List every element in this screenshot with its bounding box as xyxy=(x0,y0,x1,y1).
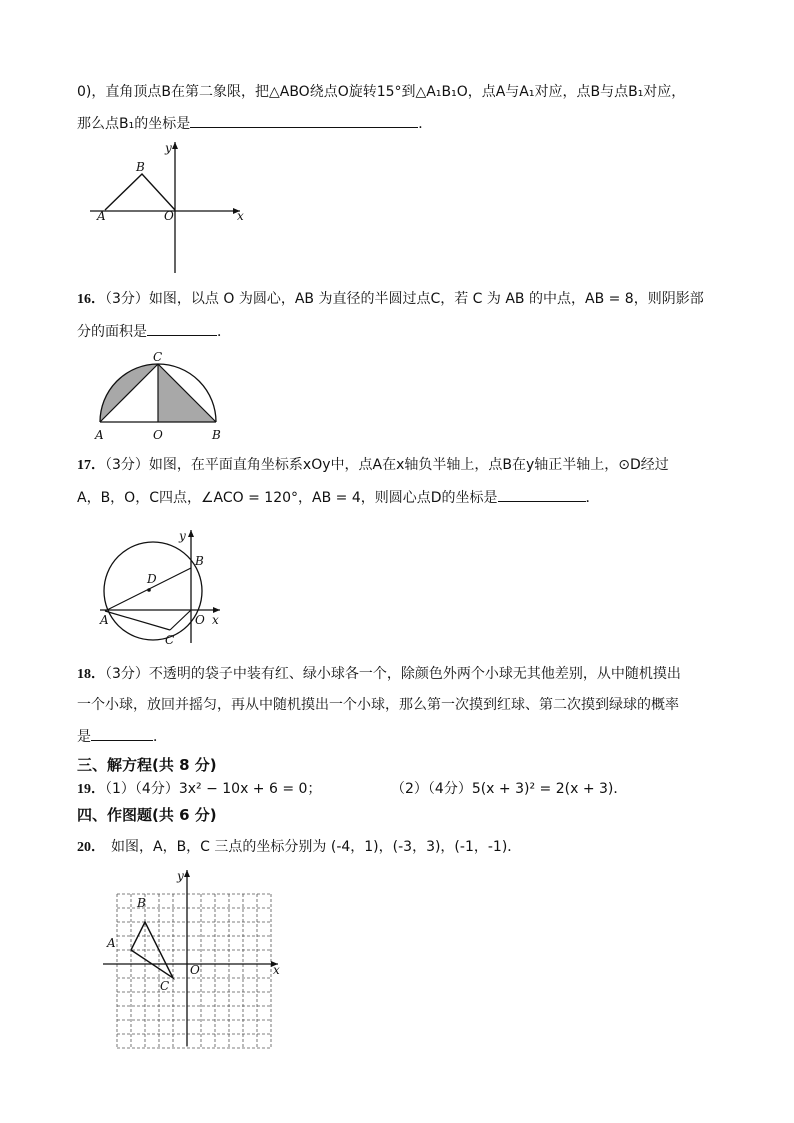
q16-answer-blank xyxy=(147,321,217,336)
q16-text-line2 xyxy=(77,321,231,342)
q20-line1-text: 如图，A，B，C 三点的坐标分别为 (-4，1)，(-3，3)，(-1，-1)． xyxy=(111,839,522,855)
q20-figure xyxy=(100,868,285,1048)
q16-line1-text: （3分）如图，以点 O 为圆心，AB 为直径的半圆过点C，若 C 为 AB 的中点，AB = 8，则阴影部 xyxy=(105,291,704,307)
q15-period: ． xyxy=(418,116,433,132)
q17-label-y: y xyxy=(179,529,186,543)
q19-number: 19． xyxy=(77,782,105,797)
q18-answer-blank xyxy=(91,726,153,741)
q17-answer-blank xyxy=(498,487,586,502)
q15-text-line1: 0)，直角顶点B在第二象限，把△ABO绕点O旋转15°到△A₁B₁O，点A与A₁对应，点B与点B₁对应， xyxy=(77,84,686,100)
q17-figure xyxy=(95,528,230,648)
q20-label-y: y xyxy=(177,869,184,883)
q20-label-o: O xyxy=(190,963,200,977)
q17-label-b: B xyxy=(195,554,204,568)
q18-line1-text: （3分）不透明的袋子中装有红、绿小球各一个，除颜色外两个小球无其他差别，从中随机摸出 xyxy=(105,666,681,682)
q16-label-b: B xyxy=(212,428,221,442)
q17-label-o: O xyxy=(195,613,205,627)
q17-text-line2 xyxy=(77,487,600,508)
q20-label-b: B xyxy=(137,896,146,910)
q19-part2: （2）（4分）5(x + 3)² = 2(x + 3)． xyxy=(391,781,628,797)
q18-text-line2: 一个小球，放回并摇匀，再从中随机摸出一个小球，那么第一次摸到红球、第二次摸到绿球的概率 xyxy=(77,697,679,713)
q18-period: ． xyxy=(153,729,167,745)
q15-label-y: y xyxy=(165,141,172,155)
q16-number: 16． xyxy=(77,292,105,307)
q16-label-a: A xyxy=(95,428,104,442)
q17-prompt: A，B，O，C四点，∠ACO = 120°，AB = 4，则圆心点D的坐标是 xyxy=(77,490,498,506)
q16-label-c: C xyxy=(153,350,163,364)
q15-answer-blank xyxy=(190,113,418,128)
q20-number: 20． xyxy=(77,840,105,855)
q20-text-line1 xyxy=(77,837,521,858)
q18-text-line3 xyxy=(77,726,167,747)
q15-prompt: 那么点B₁的坐标是 xyxy=(77,116,191,132)
q16-label-o: O xyxy=(153,428,163,442)
q17-label-c: C xyxy=(165,633,175,647)
q19-line xyxy=(77,779,321,800)
q17-number: 17． xyxy=(77,458,105,473)
q19-part1: （1）（4分）3x² − 10x + 6 = 0； xyxy=(105,781,322,797)
q15-figure xyxy=(90,142,250,277)
q15-text-line2 xyxy=(77,113,432,134)
q20-label-x: x xyxy=(273,963,280,977)
q17-line1-text: （3分）如图，在平面直角坐标系xOy中，点A在x轴负半轴上，点B在y轴正半轴上，⊙D经过 xyxy=(105,457,669,473)
section-3-heading: 三、解方程(共 8 分) xyxy=(77,756,217,774)
q15-label-o: O xyxy=(164,209,174,223)
q20-label-c: C xyxy=(160,979,170,993)
q20-label-a: A xyxy=(107,936,116,950)
q17-text-line1 xyxy=(77,455,669,476)
q16-prompt: 分的面积是 xyxy=(77,324,147,340)
q15-label-x: x xyxy=(237,209,244,223)
q18-number: 18． xyxy=(77,667,105,682)
q17-label-d: D xyxy=(147,572,157,586)
q16-figure xyxy=(92,352,232,447)
q17-period: ． xyxy=(585,490,600,506)
q16-text-line1 xyxy=(77,289,704,310)
q16-period: ． xyxy=(217,324,231,340)
q17-label-a: A xyxy=(100,613,109,627)
q17-label-x: x xyxy=(212,613,219,627)
q15-label-b: B xyxy=(136,160,145,174)
q15-label-a: A xyxy=(97,209,106,223)
section-4-heading: 四、作图题(共 6 分) xyxy=(77,806,217,824)
q18-text-line1 xyxy=(77,664,681,685)
q18-prompt: 是 xyxy=(77,729,91,745)
